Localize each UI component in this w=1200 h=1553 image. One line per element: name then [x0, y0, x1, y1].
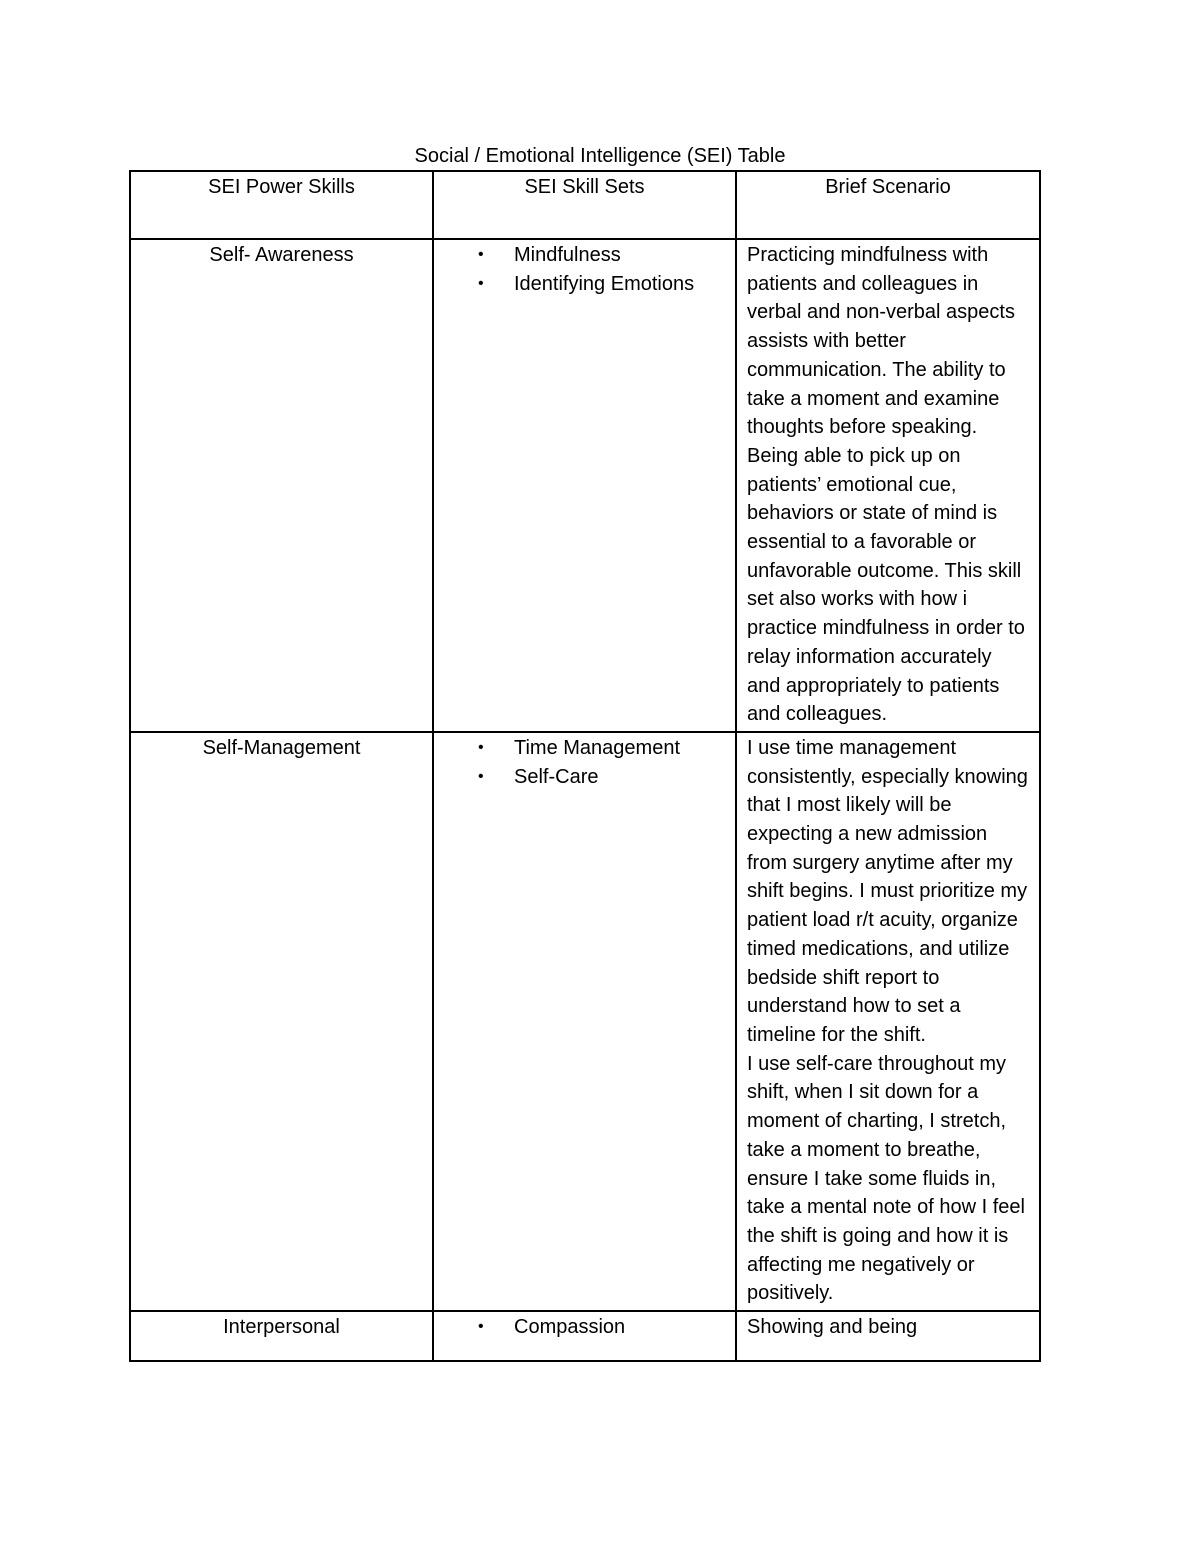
table-row-self-awareness	[130, 239, 1040, 732]
skill-sets-list	[444, 241, 725, 298]
header-skill-sets: SEI Skill Sets	[433, 171, 736, 239]
skill-sets-list	[444, 1313, 725, 1342]
scenario-paragraph: Being able to pick up on patients’ emotional cue, behaviors or state of mind is essential to a favorable or unfavorable outcome. This skill set also works with how i practice mindfulness in order to relay information accurately and appropriately to patients and colleagues.	[747, 444, 1025, 726]
header-brief-scenario: Brief Scenario	[736, 171, 1040, 239]
skill-set-item	[478, 734, 725, 763]
scenario-paragraph: Showing and being	[747, 1316, 918, 1339]
bullet-icon: •	[478, 1318, 484, 1336]
power-skill-cell	[130, 1311, 433, 1361]
scenario-paragraph: I use self-care throughout my shift, when I sit down for a moment of charting, I stretch, take a moment to breathe, ensure I take some fluids in, take a mental note of how I feel the shift is going and how it is affecting me negatively or positively.	[747, 1052, 1025, 1305]
bullet-icon: •	[478, 767, 484, 785]
table-row-self-management	[130, 732, 1040, 1311]
scenario-cell	[736, 239, 1040, 732]
bullet-icon: •	[478, 274, 484, 292]
sei-table	[129, 170, 1041, 1362]
skill-set-item	[478, 1313, 725, 1342]
scenario-paragraph: I use time management consistently, especially knowing that I most likely will be expecting a new admission from surgery anytime after my shift begins. I must prioritize my patient load r/t acuity, organize timed medications, and utilize bedside shift report to understand how to set a timeline for the shift.	[747, 736, 1028, 1046]
skill-set-label: Self-Care	[514, 765, 599, 788]
skill-sets-list	[444, 734, 725, 791]
power-skill-label: Self-Management	[202, 736, 361, 759]
bullet-icon: •	[478, 246, 484, 263]
skill-set-label: Mindfulness	[514, 244, 621, 266]
power-skill-cell	[130, 732, 433, 1311]
header-row	[130, 171, 1040, 239]
skill-set-label: Time Management	[514, 736, 680, 759]
power-skill-label: Self- Awareness	[209, 244, 354, 266]
skill-set-label: Identifying Emotions	[514, 272, 695, 295]
skill-set-item	[478, 241, 725, 270]
page-title: Social / Emotional Intelligence (SEI) Table	[414, 145, 786, 167]
skill-sets-cell	[433, 1311, 736, 1361]
table-header	[130, 171, 1040, 239]
power-skill-label: Interpersonal	[223, 1316, 340, 1339]
power-skill-cell	[130, 239, 433, 732]
table-row-interpersonal	[130, 1311, 1040, 1361]
skill-set-item	[478, 270, 725, 299]
table-body	[130, 239, 1040, 1361]
scenario-cell	[736, 1311, 1040, 1361]
header-power-skills: SEI Power Skills	[130, 171, 433, 239]
skill-set-item	[478, 763, 725, 792]
skill-set-label: Compassion	[514, 1316, 626, 1339]
scenario-paragraph: Practicing mindfulness with patients and colleagues in verbal and non-verbal aspects assists with better communication. The ability to take a moment and examine thoughts before speaking.	[747, 244, 1015, 439]
skill-sets-cell	[433, 732, 736, 1311]
scenario-cell	[736, 732, 1040, 1311]
bullet-icon: •	[478, 738, 484, 756]
skill-sets-cell	[433, 239, 736, 732]
